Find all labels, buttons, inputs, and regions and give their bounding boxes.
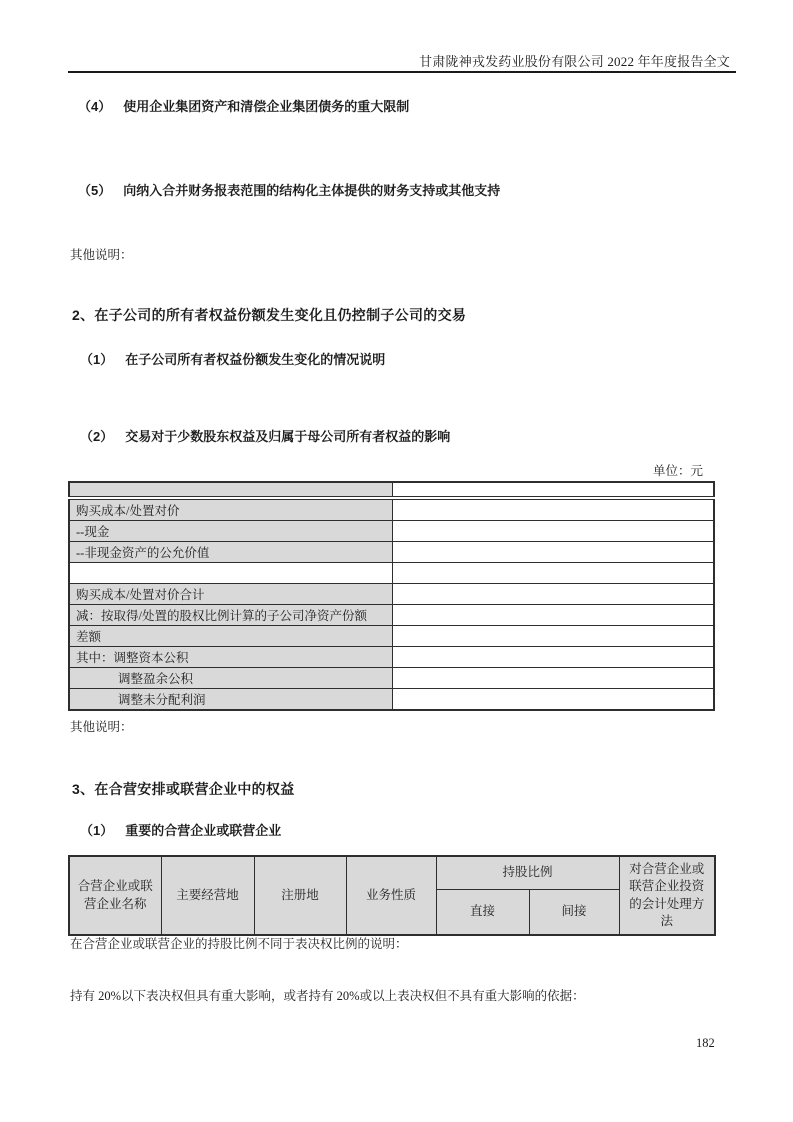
table-row [69, 563, 714, 584]
other-note-2: 其他说明： [70, 720, 133, 734]
heading-2-1 [80, 349, 385, 368]
heading-section-2: 2、在子公司的所有者权益份额发生变化且仍控制子公司的交易 [72, 307, 467, 323]
col-header-indirect: 间接 [529, 890, 619, 936]
row-label-cell: 其中：调整资本公积 [69, 647, 392, 668]
heading-number: （4） [78, 99, 112, 114]
heading-text: 向纳入合并财务报表范围的结构化主体提供的财务支持或其他支持 [123, 183, 501, 198]
row-label-cell: 购买成本/处置对价合计 [69, 584, 392, 605]
col-header-business: 业务性质 [346, 856, 436, 935]
heading-item-4 [78, 96, 409, 115]
heading-3-1 [80, 820, 281, 839]
table-row [69, 689, 714, 711]
col-header-direct: 直接 [436, 890, 529, 936]
table-row [69, 647, 714, 668]
table-row [69, 584, 714, 605]
col-header-accounting: 对合营企业或联营企业投资的会计处理方法 [619, 856, 715, 935]
heading-item-5 [78, 180, 500, 199]
col-header-shareholding: 持股比例 [436, 856, 619, 890]
header-divider [68, 71, 736, 73]
table-row [69, 542, 714, 563]
row-label-cell [69, 482, 392, 498]
table-row [69, 482, 714, 498]
heading-number: （1） [80, 352, 114, 367]
table-row [69, 605, 714, 626]
row-label-cell [69, 563, 392, 584]
row-value-cell [392, 647, 714, 668]
table-row [69, 668, 714, 689]
row-value-cell [392, 482, 714, 498]
equity-change-table [68, 481, 715, 711]
row-value-cell [392, 542, 714, 563]
row-value-cell [392, 584, 714, 605]
row-label-cell: --非现金资产的公允价值 [69, 542, 392, 563]
col-header-main-place: 主要经营地 [161, 856, 254, 935]
row-label-cell: 差额 [69, 626, 392, 647]
heading-text: 重要的合营企业或联营企业 [125, 823, 282, 838]
heading-section-3: 3、在合营安排或联营企业中的权益 [72, 781, 295, 797]
heading-number: （5） [78, 183, 112, 198]
col-header-registry: 注册地 [254, 856, 346, 935]
unit-label: 单位：元 [652, 464, 703, 478]
voting-ratio-note: 在合营企业或联营企业的持股比例不同于表决权比例的说明： [70, 937, 408, 951]
page-header-title: 甘肃陇神戎发药业股份有限公司 2022 年年度报告全文 [419, 54, 730, 69]
heading-number: （2） [80, 429, 114, 444]
row-label-cell: 调整未分配利润 [69, 689, 392, 711]
row-value-cell [392, 498, 714, 521]
row-label-cell: 调整盈余公积 [69, 668, 392, 689]
heading-2-2 [80, 426, 450, 445]
other-note-1: 其他说明： [70, 248, 133, 262]
col-header-venture-name: 合营企业或联营企业名称 [69, 856, 161, 935]
heading-number: （1） [80, 823, 114, 838]
row-label-cell: --现金 [69, 521, 392, 542]
row-value-cell [392, 521, 714, 542]
significant-influence-note: 持有 20%以下表决权但具有重大影响，或者持有 20%或以上表决权但不具有重大影响的依据： [70, 989, 585, 1003]
row-value-cell [392, 626, 714, 647]
row-value-cell [392, 563, 714, 584]
row-value-cell [392, 689, 714, 711]
row-value-cell [392, 668, 714, 689]
table-row [69, 626, 714, 647]
row-label-cell: 减：按取得/处置的股权比例计算的子公司净资产份额 [69, 605, 392, 626]
row-value-cell [392, 605, 714, 626]
heading-text: 交易对于少数股东权益及归属于母公司所有者权益的影响 [125, 429, 451, 444]
row-label-cell: 购买成本/处置对价 [69, 498, 392, 521]
heading-text: 在子公司所有者权益份额发生变化的情况说明 [125, 352, 386, 367]
table-row [69, 498, 714, 521]
page-number: 182 [696, 1036, 715, 1050]
heading-text: 使用企业集团资产和清偿企业集团债务的重大限制 [123, 99, 410, 114]
table-row [69, 521, 714, 542]
joint-venture-table [68, 855, 716, 936]
table-header-row [69, 856, 715, 890]
